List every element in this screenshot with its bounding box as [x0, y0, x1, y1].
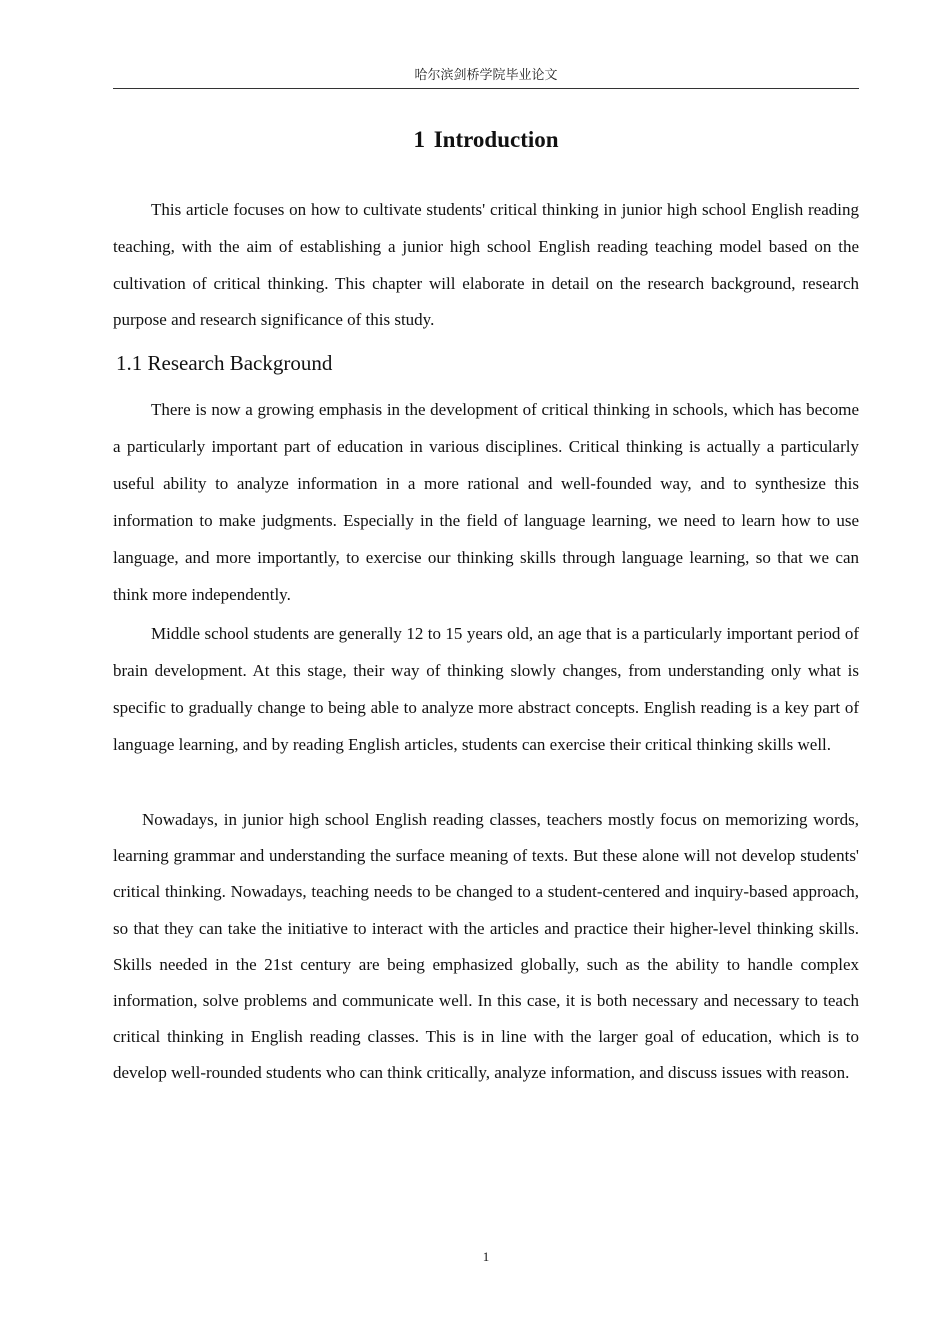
- body-paragraph: Middle school students are generally 12 to 15 years old, an age that is a particularly important period of brain development. At this stage, their way of thinking slowly changes, from understanding only what is specific to gradually change to being able to analyze more abstract concepts. English reading is a key part of language learning, and by reading English articles, students can exercise their critical thinking skills well.: [113, 624, 859, 754]
- running-header: 哈尔滨剑桥学院毕业论文: [414, 67, 558, 82]
- section-title: 1.1 Research Background: [116, 351, 333, 375]
- intro-paragraph: This article focuses on how to cultivate students' critical thinking in junior high school English reading teaching, with the aim of establishing a junior high school English reading teaching model based on the cultivation of critical thinking. This chapter will elaborate in detail on the research background, research purpose and research significance of this study.: [113, 200, 859, 330]
- page-number: 1: [482, 1249, 490, 1264]
- header-rule: [113, 88, 859, 89]
- chapter-title: 1 Introduction: [413, 127, 559, 152]
- body-paragraph: Nowadays, in junior high school English reading classes, teachers mostly focus on memorizing words, learning grammar and understanding the surface meaning of texts. But these alone will not develop students' critical thinking. Nowadays, teaching needs to be changed to a student-centered and inquiry-based approach, so that they can take the initiative to interact with the articles and practice their higher-level thinking skills. Skills needed in the 21st century are being emphasized globally, such as the ability to handle complex information, solve problems and communicate well. In this case, it is both necessary and necessary to teach critical thinking in English reading classes. This is in line with the larger goal of education, which is to develop well-rounded students who can think critically, analyze information, and discuss issues with reason.: [113, 810, 859, 1083]
- body-paragraph: There is now a growing emphasis in the development of critical thinking in schools, which has become a particularly important part of education in various disciplines. Critical thinking is actually a particularly useful ability to analyze information in a more rational and well-founded way, and to synthesize this information to make judgments. Especially in the field of language learning, we need to learn how to use language, and more importantly, to exercise our thinking skills through language learning, so that we can think more independently.: [113, 400, 859, 604]
